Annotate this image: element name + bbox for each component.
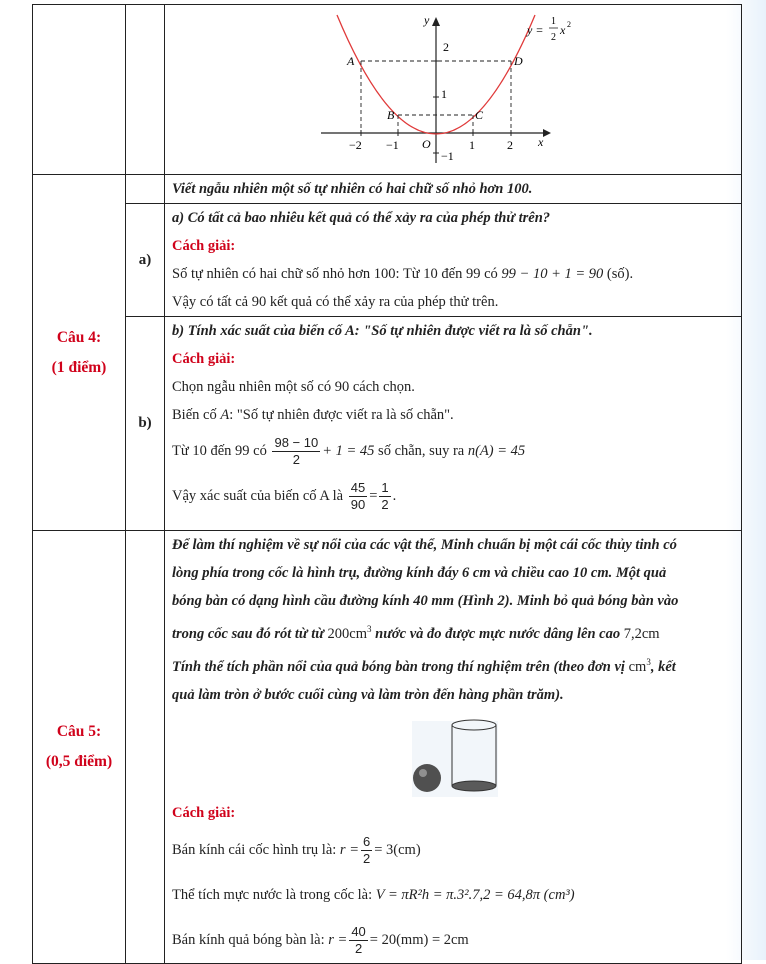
origin-label: O — [422, 137, 431, 151]
empty-cell — [126, 175, 165, 204]
graph-row — [33, 5, 742, 175]
empty-cell — [126, 531, 165, 964]
question-4-points: (1 điểm) — [51, 358, 107, 376]
question-5-points: (0,5 điểm) — [45, 752, 113, 770]
equation-num: 1 — [551, 16, 556, 27]
q5-cell — [165, 531, 742, 964]
q5-problem: Để làm thí nghiệm về sự nổi của các vật thể, Minh chuẩn bị một cái cốc thủy tinh có lòng phía trong cốc là hình trụ, đường kính đáy 6 cm và chiều cao 10 cm. Một quả bóng bàn có dạng hình cầu đường kính 40 mm (Hình 2). Minh bỏ quả bóng bàn vào trong cốc sau đó rót từ từ $200cm^3$ nước và đo được mực nước dâng lên cao 7,2cm Tính thể tích phần nổi của quả bóng bàn trong thí nghiệm trên (theo đơn vị $cm^3$, kết quả làm tròn ở bước cuối cùng và làm tròn đến hàng phần trăm). — [172, 537, 679, 703]
tick-label: 2 — [443, 40, 449, 54]
fraction: $\frac{1}{2}$ — [381, 480, 389, 513]
question-4-cell — [33, 175, 126, 531]
tick-label: 1 — [441, 87, 447, 101]
fraction: $\frac{40}{2}$ — [351, 923, 366, 956]
fraction: $\frac{6}{2}$ — [362, 833, 371, 866]
q5-solution-line3: Bán kính quả bóng bàn là: r = $\frac{40}{2}$ = 20(mm) = 2cm — [172, 923, 469, 956]
solution-table — [32, 4, 742, 964]
q5-solution-line1: Bán kính cái cốc hình trụ là: r = $\frac{6}{2}$ = 3(cm) — [172, 833, 421, 866]
q4-b-question: b) Tính xác suất của biến cố A: "Số tự nhiên được viết ra là số chẵn". — [172, 323, 593, 339]
q4-a-cell — [165, 204, 742, 317]
tick-label: −2 — [349, 138, 362, 152]
parabola-graph — [165, 5, 730, 174]
q4-b-cell — [165, 317, 742, 531]
q4-a-solution-title: Cách giải: — [172, 238, 236, 254]
graph-cell — [165, 5, 742, 175]
tick-label: 1 — [469, 138, 475, 152]
q4-b-line3: Từ 10 đến 99 có $\frac{98 - 10}{2}$ + 1 = 45 số chẵn, suy ra n(A) = 45 — [172, 435, 526, 468]
equation-exp: 2 — [567, 20, 571, 29]
cup-and-ball-figure — [172, 709, 737, 797]
q4-a-line1: Số tự nhiên có hai chữ số nhỏ hơn 100: Từ 10 đến 99 có 99 − 10 + 1 = 90 (số). — [172, 266, 634, 282]
q4-b-solution-title: Cách giải: — [172, 351, 236, 367]
equation-rhs: x — [560, 23, 566, 37]
question-5-cell — [33, 531, 126, 964]
x-axis-label: x — [538, 135, 544, 149]
question-5-label: Câu 5: — [56, 722, 102, 740]
point-label-b: B — [387, 108, 395, 122]
tick-label: −1 — [441, 149, 454, 163]
q4-b-line4: Vậy xác suất của biến cố A là $\frac{45}{90}$ = $\frac{1}{2}$ . — [172, 480, 397, 513]
q5-solution-title: Cách giải: — [172, 804, 236, 821]
equation-lhs: y = — [527, 23, 544, 37]
q4-prompt: Viết ngẫu nhiên một số tự nhiên có hai chữ số nhỏ hơn 100. — [172, 181, 533, 197]
q4-b-line2: Biến cố A: "Số tự nhiên được viết ra là số chẵn". — [172, 407, 454, 423]
fraction: $\frac{45}{90}$ — [350, 480, 366, 513]
q5-solution-line2: Thể tích mực nước là trong cốc là: V = πR²h = π.3².7,2 = 64,8π (cm³) — [172, 886, 575, 903]
equation-den: 2 — [551, 32, 556, 43]
q4-b-label: b) — [126, 317, 165, 531]
tick-label: −1 — [386, 138, 399, 152]
q4-a-line2: Vậy có tất cả 90 kết quả có thể xảy ra của phép thử trên. — [172, 294, 499, 310]
q4-prompt-cell — [165, 175, 742, 204]
question-4-label: Câu 4: — [56, 328, 102, 346]
q4-a-label: a) — [126, 204, 165, 317]
point-label-a: A — [347, 54, 355, 68]
point-label-d: D — [514, 54, 523, 68]
tick-label: 2 — [507, 138, 513, 152]
fraction: $\frac{98 - 10}{2}$ — [274, 435, 319, 468]
y-axis-label: y — [424, 13, 430, 27]
empty-cell — [126, 5, 165, 175]
point-label-c: C — [475, 108, 484, 122]
q4-a-question: a) Có tất cả bao nhiêu kết quả có thể xảy ra của phép thử trên? — [172, 210, 551, 226]
empty-cell — [33, 5, 126, 175]
q4-b-line1: Chọn ngẫu nhiên một số có 90 cách chọn. — [172, 379, 415, 395]
